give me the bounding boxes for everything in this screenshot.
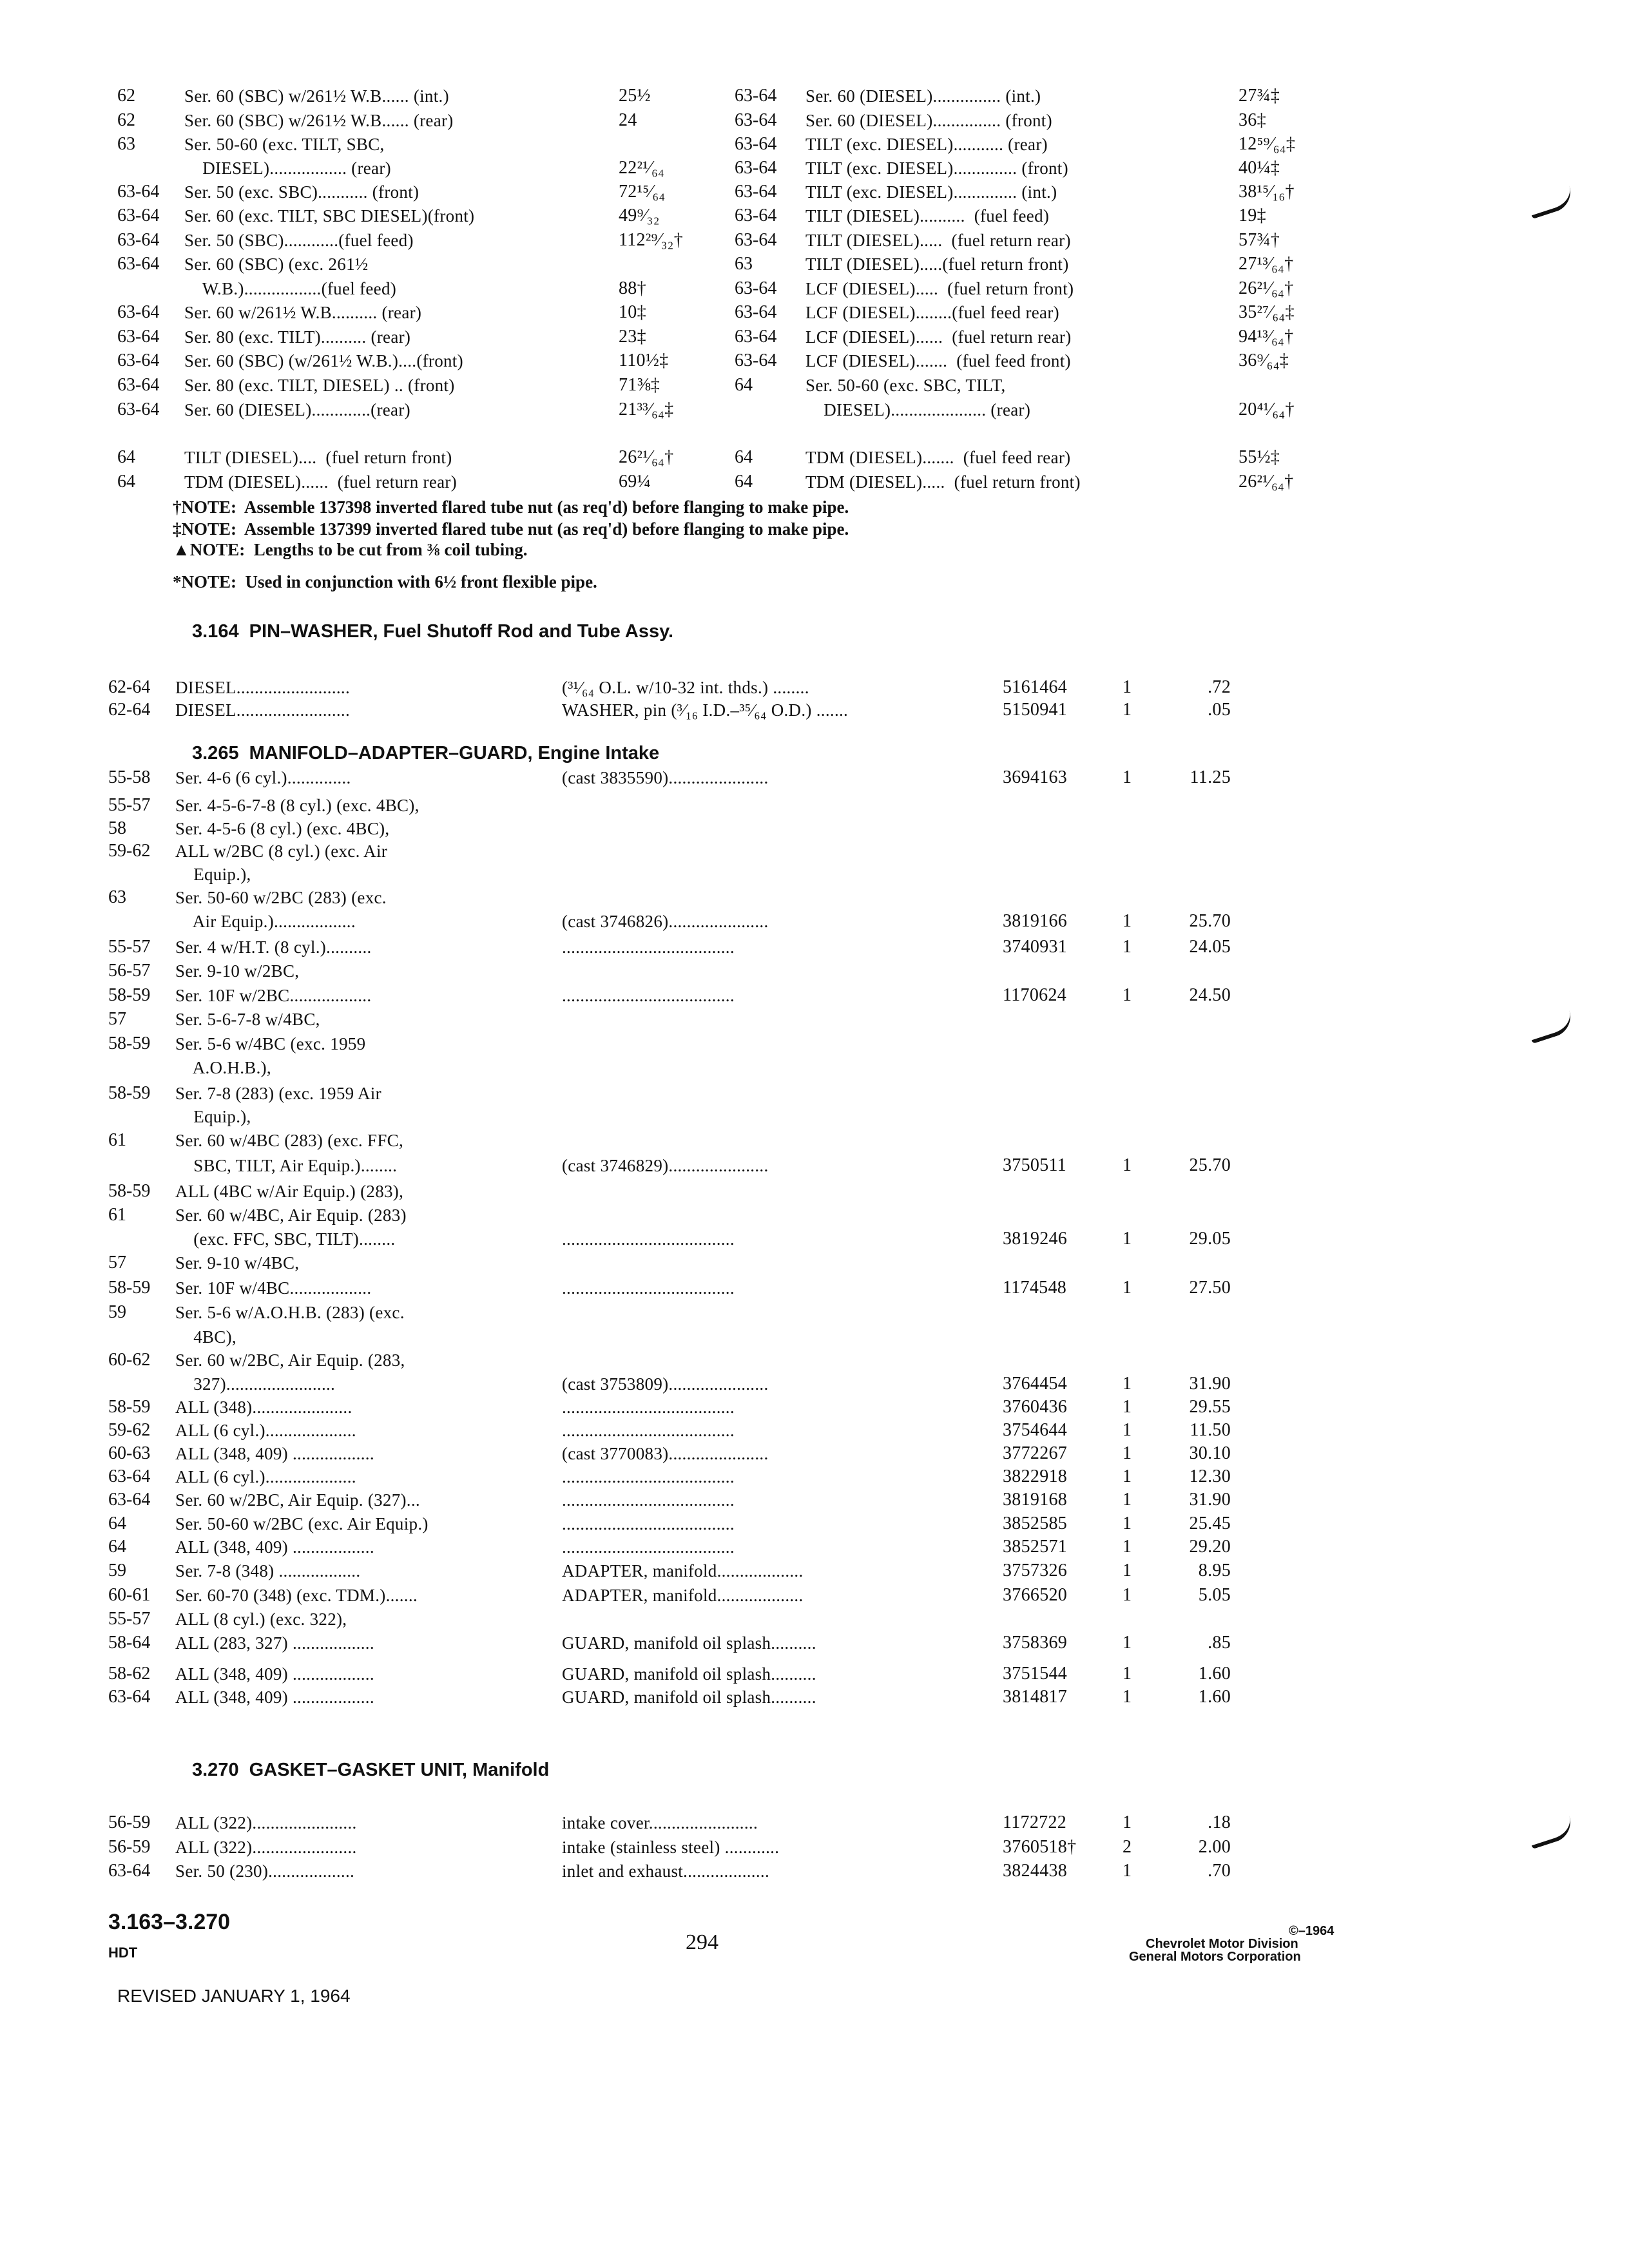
row-quantity: 1 [1123,1229,1132,1249]
row-year: 64 [735,375,753,395]
row-length: 55½‡ [1239,447,1280,467]
row-price: .72 [1208,677,1231,697]
row-price: .05 [1208,700,1231,720]
row-length: 110½‡ [619,351,669,370]
row-description: ALL (283, 327) .................. [175,1633,374,1653]
row-price: 27.50 [1189,1278,1231,1298]
row-year: 58-59 [108,1083,151,1103]
row-year: 59 [108,1302,126,1322]
row-year: 63-64 [117,230,160,250]
row-price: 25.70 [1189,911,1231,931]
row-price: 5.05 [1198,1585,1231,1605]
row-quantity: 1 [1123,1514,1132,1533]
row-part-number: 3852585 [1003,1514,1068,1533]
row-length: 57¾† [1239,230,1280,250]
row-year: 60-63 [108,1443,151,1463]
row-detail: ...................................... [562,1278,735,1298]
row-detail: (³¹⁄₆₄ O.L. w/10-32 int. thds.) ........ [562,678,809,697]
row-quantity: 1 [1123,1155,1132,1175]
section-range: 3.163–3.270 [108,1910,231,1934]
row-description: Ser. 80 (exc. TILT).......... (rear) [184,327,411,347]
row-quantity: 1 [1123,1687,1132,1707]
row-year: 58-62 [108,1664,151,1684]
note-line: ▲NOTE: Lengths to be cut from ⅜ coil tubing. [173,540,528,559]
row-detail: ...................................... [562,937,735,957]
row-description: (exc. FFC, SBC, TILT)........ [175,1229,396,1249]
row-quantity: 1 [1123,911,1132,931]
row-year: 63-64 [117,302,160,322]
row-part-number: 3822918 [1003,1466,1068,1486]
row-description: Ser. 60 (SBC) (w/261½ W.B.)....(front) [184,351,463,370]
row-description: Ser. 60 (exc. TILT, SBC DIESEL)(front) [184,206,475,226]
row-year: 57 [108,1009,126,1029]
row-description: Ser. 10F w/4BC.................. [175,1278,372,1298]
row-detail: ...................................... [562,1229,735,1249]
row-description: A.O.H.B.), [175,1058,271,1077]
row-detail: ...................................... [562,1537,735,1557]
row-quantity: 1 [1123,1420,1132,1440]
row-quantity: 2 [1123,1837,1132,1857]
row-quantity: 1 [1123,677,1132,697]
row-year: 63-64 [735,278,777,298]
row-description: DIESEL)..................... (rear) [805,400,1031,419]
row-year: 55-57 [108,1609,151,1629]
row-description: ALL (348, 409) .................. [175,1444,374,1463]
row-description: Ser. 10F w/2BC.................. [175,986,372,1005]
revised-date: REVISED JANUARY 1, 1964 [117,1986,351,2006]
row-description: Ser. 7-8 (283) (exc. 1959 Air [175,1084,381,1103]
row-length: 20⁴¹⁄₆₄† [1239,399,1295,419]
row-year: 64 [108,1537,126,1557]
row-description: Ser. 5-6-7-8 w/4BC, [175,1010,320,1029]
binding-mark [1527,1816,1576,1849]
row-price: 31.90 [1189,1374,1231,1394]
row-description: TDM (DIESEL)...... (fuel return rear) [184,472,457,492]
row-price: 11.25 [1190,767,1231,787]
row-description: ALL (348)...................... [175,1398,352,1417]
row-description: TILT (DIESEL).......... (fuel feed) [805,206,1050,226]
row-year: 63 [117,134,135,154]
row-year: 59-62 [108,841,151,861]
row-detail: intake cover........................ [562,1813,758,1832]
row-part-number: 3750511 [1003,1155,1067,1175]
row-detail: GUARD, manifold oil splash.......... [562,1664,816,1684]
row-quantity: 1 [1123,767,1132,787]
row-description: DIESEL......................... [175,700,351,720]
section-3265-title: 3.265 MANIFOLD–ADAPTER–GUARD, Engine Intake [192,743,660,764]
row-description: DIESEL)................. (rear) [184,159,391,178]
row-description: Ser. 60 w/4BC (283) (exc. FFC, [175,1131,404,1150]
row-detail: ...................................... [562,1467,735,1486]
row-length: 112²⁹⁄₃₂† [619,230,684,250]
row-year: 58-59 [108,1181,151,1201]
row-description: Ser. 60 w/2BC, Air Equip. (327)... [175,1490,420,1510]
row-quantity: 1 [1123,1490,1132,1510]
row-part-number: 3758369 [1003,1633,1068,1653]
row-year: 58-64 [108,1633,151,1653]
row-detail: GUARD, manifold oil splash.......... [562,1687,816,1707]
row-detail: (cast 3835590)...................... [562,768,769,787]
row-detail: ...................................... [562,1398,735,1417]
row-year: 62-64 [108,700,151,720]
row-length: 24 [619,110,637,130]
row-length: 25½ [619,86,651,106]
row-description: Equip.), [175,1107,251,1126]
row-price: 25.45 [1189,1514,1231,1533]
row-length: 27¾‡ [1239,86,1280,106]
row-length: 19‡ [1239,206,1266,226]
row-year: 59 [108,1561,126,1581]
row-price: 25.70 [1189,1155,1231,1175]
row-detail: WASHER, pin (³⁄₁₆ I.D.–³⁵⁄₆₄ O.D.) ....... [562,700,849,720]
row-part-number: 1174548 [1003,1278,1067,1298]
row-price: 24.05 [1189,937,1231,957]
row-length: 49⁹⁄₃₂ [619,206,660,226]
row-quantity: 1 [1123,1466,1132,1486]
row-year: 55-58 [108,767,151,787]
row-detail: inlet and exhaust................... [562,1861,769,1881]
row-description: Ser. 50-60 w/2BC (283) (exc. [175,888,387,907]
row-year: 56-59 [108,1837,151,1857]
row-year: 63-64 [735,351,777,370]
row-description: Ser. 60 (DIESEL)............... (front) [805,111,1052,130]
corporation: General Motors Corporation [1129,1950,1301,1964]
row-description: ALL (8 cyl.) (exc. 322), [175,1610,347,1629]
row-year: 63-64 [117,351,160,370]
row-description: Ser. 7-8 (348) .................. [175,1561,361,1581]
row-price: 29.20 [1189,1537,1231,1557]
row-part-number: 3694163 [1003,767,1068,787]
row-quantity: 1 [1123,1278,1132,1298]
row-quantity: 1 [1123,937,1132,957]
row-year: 56-57 [108,961,151,981]
row-year: 63-64 [108,1687,151,1707]
row-part-number: 3764454 [1003,1374,1068,1394]
row-year: 60-62 [108,1350,151,1370]
row-length: 26²¹⁄₆₄† [1239,472,1294,492]
row-description: TILT (DIESEL)..... (fuel return rear) [805,231,1071,250]
row-quantity: 1 [1123,1861,1132,1881]
row-part-number: 3824438 [1003,1861,1068,1881]
row-part-number: 3814817 [1003,1687,1068,1707]
row-description: TILT (DIESEL).... (fuel return front) [184,448,452,467]
row-description: Ser. 60 (SBC) w/261½ W.B...... (rear) [184,111,454,130]
row-year: 63-64 [735,302,777,322]
row-description: Ser. 50-60 (exc. SBC, TILT, [805,376,1006,395]
row-detail: (cast 3770083)...................... [562,1444,769,1463]
row-year: 58-59 [108,1278,151,1298]
row-description: Ser. 80 (exc. TILT, DIESEL) .. (front) [184,376,455,395]
row-price: 1.60 [1198,1664,1231,1684]
row-detail: (cast 3746826)...................... [562,912,769,931]
row-year: 63-64 [117,254,160,274]
row-description: TILT (exc. DIESEL).............. (int.) [805,182,1057,202]
row-year: 64 [735,447,753,467]
row-quantity: 1 [1123,1443,1132,1463]
row-part-number: 3754644 [1003,1420,1068,1440]
row-price: 1.60 [1198,1687,1231,1707]
row-part-number: 3819166 [1003,911,1068,931]
row-year: 63-64 [735,230,777,250]
row-description: TILT (exc. DIESEL)........... (rear) [805,135,1048,154]
row-quantity: 1 [1123,1812,1132,1832]
row-length: 26²¹⁄₆₄† [1239,278,1294,298]
row-price: 8.95 [1198,1561,1231,1581]
row-part-number: 3757326 [1003,1561,1068,1581]
row-description: TDM (DIESEL)....... (fuel feed rear) [805,448,1071,467]
row-year: 61 [108,1130,126,1150]
row-year: 59-62 [108,1420,151,1440]
row-description: ALL (322)....................... [175,1813,357,1832]
row-description: Ser. 50 (exc. SBC)........... (front) [184,182,419,202]
note-line: *NOTE: Used in conjunction with 6½ front flexible pipe. [173,572,597,591]
row-year: 56-59 [108,1812,151,1832]
row-part-number: 5150941 [1003,700,1068,720]
row-part-number: 3740931 [1003,937,1068,957]
row-description: Ser. 5-6 w/4BC (exc. 1959 [175,1034,366,1053]
row-detail: ...................................... [562,1514,735,1533]
row-part-number: 3766520 [1003,1585,1068,1605]
row-length: 10‡ [619,302,646,322]
row-description: Ser. 60 w/261½ W.B.......... (rear) [184,303,422,322]
note-line: †NOTE: Assemble 137398 inverted flared tube nut (as req'd) before flanging to make pipe. [173,497,849,517]
row-quantity: 1 [1123,700,1132,720]
row-length: 22²¹⁄₆₄ [619,158,665,178]
row-quantity: 1 [1123,985,1132,1005]
row-description: ALL w/2BC (8 cyl.) (exc. Air [175,841,388,861]
row-year: 62-64 [108,677,151,697]
row-description: Ser. 60 (DIESEL).............(rear) [184,400,410,419]
row-description: 327)........................ [175,1374,336,1394]
row-year: 57 [108,1253,126,1273]
row-length: 35²⁷⁄₆₄‡ [1239,302,1295,322]
row-length: 27¹³⁄₆₄† [1239,254,1294,274]
row-length: 23‡ [619,327,646,347]
row-part-number: 3852571 [1003,1537,1068,1557]
row-description: Ser. 60 (SBC) (exc. 261½ [184,255,369,274]
row-description: Ser. 60 w/2BC, Air Equip. (283, [175,1350,405,1370]
copyright: ©–1964 [1289,1924,1335,1938]
row-year: 63-64 [117,327,160,347]
row-part-number: 3819168 [1003,1490,1068,1510]
row-length: 12⁵⁹⁄₆₄‡ [1239,134,1296,154]
row-year: 55-57 [108,795,151,815]
binding-mark [1527,1010,1576,1044]
row-description: Ser. 50-60 (exc. TILT, SBC, [184,135,385,154]
row-description: Air Equip.).................. [175,912,356,931]
row-year: 63-64 [735,206,777,226]
division: Chevrolet Motor Division [1146,1937,1298,1951]
row-year: 63-64 [117,399,160,419]
row-detail: ...................................... [562,1421,735,1440]
row-year: 63 [108,887,126,907]
row-description: LCF (DIESEL)....... (fuel feed front) [805,351,1071,370]
row-year: 63-64 [117,206,160,226]
row-length: 36⁹⁄₆₄‡ [1239,351,1289,370]
row-description: SBC, TILT, Air Equip.)........ [175,1156,398,1175]
row-description: Ser. 60 w/4BC, Air Equip. (283) [175,1206,407,1225]
row-quantity: 1 [1123,1585,1132,1605]
row-price: 24.50 [1189,985,1231,1005]
row-part-number: 1172722 [1003,1812,1067,1832]
row-description: Ser. 9-10 w/2BC, [175,961,300,981]
row-description: Ser. 60 (DIESEL)............... (int.) [805,86,1041,106]
row-description: 4BC), [175,1327,236,1347]
row-year: 63-64 [108,1466,151,1486]
row-year: 64 [117,447,135,467]
row-part-number: 3760436 [1003,1397,1068,1417]
row-description: TDM (DIESEL)..... (fuel return front) [805,472,1081,492]
row-description: ALL (6 cyl.).................... [175,1421,356,1440]
row-detail: ADAPTER, manifold................... [562,1586,804,1605]
row-quantity: 1 [1123,1633,1132,1653]
row-year: 63-64 [117,182,160,202]
row-description: LCF (DIESEL)........(fuel feed rear) [805,303,1059,322]
row-detail: (cast 3753809)...................... [562,1374,769,1394]
row-year: 63-64 [108,1490,151,1510]
note-line: ‡NOTE: Assemble 137399 inverted flared tube nut (as req'd) before flanging to make pipe. [173,519,849,539]
row-description: LCF (DIESEL)...... (fuel return rear) [805,327,1072,347]
row-part-number: 3819246 [1003,1229,1068,1249]
row-year: 58-59 [108,1033,151,1053]
row-part-number: 3772267 [1003,1443,1068,1463]
row-year: 63-64 [117,375,160,395]
row-description: Ser. 60 (SBC) w/261½ W.B...... (int.) [184,86,449,106]
row-detail: (cast 3746829)...................... [562,1156,769,1175]
row-year: 61 [108,1205,126,1225]
row-description: Ser. 60-70 (348) (exc. TDM.)....... [175,1586,418,1605]
row-description: Ser. 50-60 w/2BC (exc. Air Equip.) [175,1514,429,1533]
row-price: .18 [1208,1812,1231,1832]
row-length: 36‡ [1239,110,1266,130]
row-quantity: 1 [1123,1397,1132,1417]
row-quantity: 1 [1123,1537,1132,1557]
row-detail: ...................................... [562,1490,735,1510]
row-year: 62 [117,86,135,106]
row-length: 38¹⁵⁄₁₆† [1239,182,1295,202]
row-part-number: 5161464 [1003,677,1068,697]
row-detail: intake (stainless steel) ............ [562,1838,780,1857]
row-length: 71⅜‡ [619,375,660,395]
row-description: Ser. 4-5-6-7-8 (8 cyl.) (exc. 4BC), [175,796,419,815]
row-length: 94¹³⁄₆₄† [1239,327,1294,347]
row-description: Ser. 5-6 w/A.O.H.B. (283) (exc. [175,1303,405,1322]
row-length: 40¼‡ [1239,158,1280,178]
row-price: 11.50 [1190,1420,1231,1440]
row-description: Ser. 50 (230)................... [175,1861,355,1881]
row-year: 63 [735,254,753,274]
row-length: 69¼ [619,472,651,492]
row-part-number: 3760518† [1003,1837,1077,1857]
page-number: 294 [686,1930,718,1954]
code-label: HDT [108,1945,138,1961]
row-year: 64 [735,472,753,492]
row-year: 58-59 [108,1397,151,1417]
row-description: ALL (348, 409) .................. [175,1537,374,1557]
row-description: Ser. 4 w/H.T. (8 cyl.).......... [175,937,372,957]
row-length: 21³³⁄₆₄‡ [619,399,674,419]
row-year: 58-59 [108,985,151,1005]
row-price: 2.00 [1198,1837,1231,1857]
section-3270-title: 3.270 GASKET–GASKET UNIT, Manifold [192,1760,550,1780]
row-description: ALL (6 cyl.).................... [175,1467,356,1486]
row-description: ALL (348, 409) .................. [175,1687,374,1707]
row-year: 63-64 [735,86,777,106]
row-quantity: 1 [1123,1561,1132,1581]
row-description: Ser. 4-6 (6 cyl.).............. [175,768,351,787]
binding-mark [1527,186,1576,219]
row-price: 29.55 [1189,1397,1231,1417]
row-length: 88† [619,278,646,298]
row-year: 63-64 [108,1861,151,1881]
row-description: ALL (348, 409) .................. [175,1664,374,1684]
row-description: ALL (4BC w/Air Equip.) (283), [175,1182,404,1201]
section-3164-title: 3.164 PIN–WASHER, Fuel Shutoff Rod and Tube Assy. [192,621,674,642]
row-year: 55-57 [108,937,151,957]
row-description: Ser. 50 (SBC)............(fuel feed) [184,231,414,250]
row-description: TILT (DIESEL).....(fuel return front) [805,255,1069,274]
row-part-number: 1170624 [1003,985,1067,1005]
row-year: 63-64 [735,182,777,202]
row-description: TILT (exc. DIESEL).............. (front) [805,159,1068,178]
row-price: 31.90 [1189,1490,1231,1510]
row-year: 58 [108,818,126,838]
row-year: 64 [108,1514,126,1533]
row-year: 60-61 [108,1585,151,1605]
row-detail: ...................................... [562,986,735,1005]
row-length: 26²¹⁄₆₄† [619,447,674,467]
row-quantity: 1 [1123,1664,1132,1684]
row-price: .70 [1208,1861,1231,1881]
row-description: ALL (322)....................... [175,1838,357,1857]
row-year: 63-64 [735,134,777,154]
row-length: 72¹⁵⁄₆₄ [619,182,666,202]
row-description: LCF (DIESEL)..... (fuel return front) [805,279,1074,298]
row-price: 12.30 [1189,1466,1231,1486]
row-price: 30.10 [1189,1443,1231,1463]
row-year: 64 [117,472,135,492]
row-description: Equip.), [175,865,251,884]
row-price: .85 [1208,1633,1231,1653]
row-quantity: 1 [1123,1374,1132,1394]
row-description: Ser. 4-5-6 (8 cyl.) (exc. 4BC), [175,819,390,838]
row-year: 63-64 [735,327,777,347]
row-year: 63-64 [735,158,777,178]
row-detail: ADAPTER, manifold................... [562,1561,804,1581]
row-year: 63-64 [735,110,777,130]
row-price: 29.05 [1189,1229,1231,1249]
row-description: Ser. 9-10 w/4BC, [175,1253,300,1273]
row-description: W.B.).................(fuel feed) [184,279,397,298]
row-description: DIESEL......................... [175,678,351,697]
row-year: 62 [117,110,135,130]
row-detail: GUARD, manifold oil splash.......... [562,1633,816,1653]
row-part-number: 3751544 [1003,1664,1068,1684]
